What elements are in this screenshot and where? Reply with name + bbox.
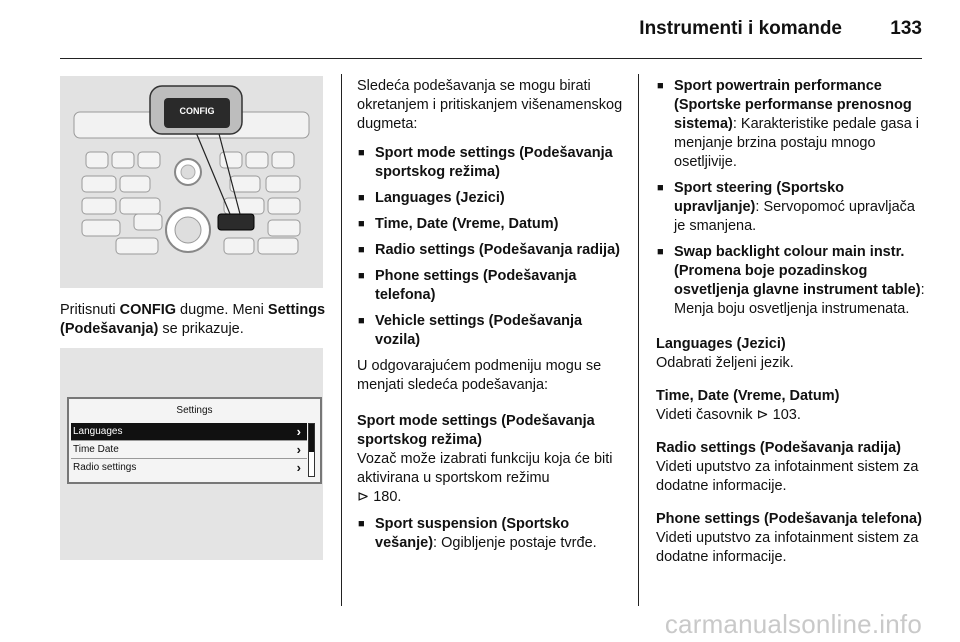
section-text: Videti uputstvo za infotainment sistem za dodatne informacije. xyxy=(656,530,919,565)
chevron-right-icon: › xyxy=(296,460,301,475)
section-text: Videti uputstvo za infotainment sistem za dodatne informacije. xyxy=(656,459,919,494)
settings-item-time-date xyxy=(71,441,307,458)
settings-item-radio-settings xyxy=(71,459,307,476)
caption-text-1: Pritisnuti xyxy=(60,302,120,318)
running-header-title: Instrumenti i komande xyxy=(639,18,842,39)
reference-arrow-icon: ⊳ xyxy=(357,489,374,505)
bullet-bold: Sport powertrain performance (Sportske performanse prenosnog sistema) xyxy=(674,78,912,132)
section-heading: Radio settings (Podešavanja radija) xyxy=(656,440,901,456)
settings-display xyxy=(67,397,322,484)
header-rule xyxy=(60,58,922,59)
section-text: Odabrati željeni jezik. xyxy=(656,355,794,371)
section-heading: Languages (Jezici) xyxy=(656,336,786,352)
caption-text-3: se prikazuje. xyxy=(158,321,244,337)
section-heading: Time, Date (Vreme, Datum) xyxy=(656,388,840,404)
settings-item-languages xyxy=(71,423,307,440)
bullet-item: ■ Languages (Jezici) xyxy=(357,189,627,208)
bullet-item: ■ Vehicle settings (Podešavanja vozila) xyxy=(357,312,627,350)
chevron-right-icon: › xyxy=(296,424,301,439)
section-text-wrap xyxy=(656,406,926,425)
section-text: Videti časovnik xyxy=(656,407,753,423)
settings-title: Settings xyxy=(176,405,213,416)
caption-config: CONFIG xyxy=(119,302,177,318)
figure-caption xyxy=(60,301,330,339)
bullet-item: ■ Time, Date (Vreme, Datum) xyxy=(357,215,627,234)
config-button-label: CONFIG xyxy=(179,106,215,116)
bullet-text: : Menja boju osvetljenja instrumenata. xyxy=(674,282,925,317)
bullet-item: ■ Phone settings (Podešavanja telefona) xyxy=(357,267,627,305)
section-radio-settings xyxy=(656,439,926,496)
scrollbar-thumb xyxy=(309,424,314,452)
bullet-item: ■ Sport mode settings (Podešavanja sportskog režima) xyxy=(357,144,627,182)
section-phone-settings xyxy=(656,510,926,567)
caption-settings: Settings (Podešavanja) xyxy=(60,302,326,337)
page-reference: 103. xyxy=(772,407,801,423)
section-time-date xyxy=(656,387,926,425)
sport-paragraph xyxy=(357,450,627,507)
sport-text: Vozač može izabrati funkciju koja će biti aktivirana u sportskom režimu xyxy=(357,451,613,486)
scrollbar xyxy=(308,423,315,477)
column-3 xyxy=(656,77,926,581)
page-number: 133 xyxy=(890,18,922,39)
column-divider-1 xyxy=(341,74,342,606)
column-divider-2 xyxy=(638,74,639,606)
bullet-item xyxy=(357,515,627,553)
bullet-item: ■ Radio settings (Podešavanja radija) xyxy=(357,241,627,260)
section-heading: Sport mode settings (Podešavanja sportskog režima) xyxy=(357,413,595,448)
bullet-item xyxy=(656,243,926,319)
chevron-right-icon: › xyxy=(296,442,301,457)
bullet-item xyxy=(656,77,926,172)
bullet-bold: Sport steering (Sportsko upravljanje) xyxy=(674,180,844,215)
section-languages xyxy=(656,335,926,373)
bullet-text: : Servopomoć upravljača je smanjena. xyxy=(674,199,915,234)
bullet-bold: Sport suspension (Sportsko vešanje) xyxy=(375,516,570,551)
console-illustration xyxy=(60,76,323,288)
caption-text-2: dugme. Meni xyxy=(176,302,268,318)
bullet-item xyxy=(656,179,926,236)
bullet-text: : Ogibljenje postaje tvrđe. xyxy=(433,535,597,551)
settings-item-label: Time Date xyxy=(73,444,119,455)
intro-paragraph: Sledeća podešavanja se mogu birati okretanjem i pritiskanjem višenamenskog dugmeta: xyxy=(357,78,623,132)
column-2 xyxy=(357,77,627,560)
section-heading: Phone settings (Podešavanja telefona) xyxy=(656,511,922,527)
settings-item-label: Radio settings xyxy=(73,462,137,473)
submenu-paragraph: U odgovarajućem podmeniju mogu se menjati sledeća podešavanja: xyxy=(357,358,602,393)
page-reference: 180. xyxy=(373,489,402,505)
bullet-text: : Karakteristike pedale gasa i menjanje brzina postaju mnogo osetljivije. xyxy=(674,116,920,170)
bullet-bold: Swap backlight colour main instr. (Promena boje pozadinskog osvetljenja glavne instrument table) xyxy=(674,244,921,298)
watermark: carmanualsonline.info xyxy=(664,609,922,639)
reference-arrow-icon: ⊳ xyxy=(756,407,769,423)
settings-item-label: Languages xyxy=(73,426,123,437)
